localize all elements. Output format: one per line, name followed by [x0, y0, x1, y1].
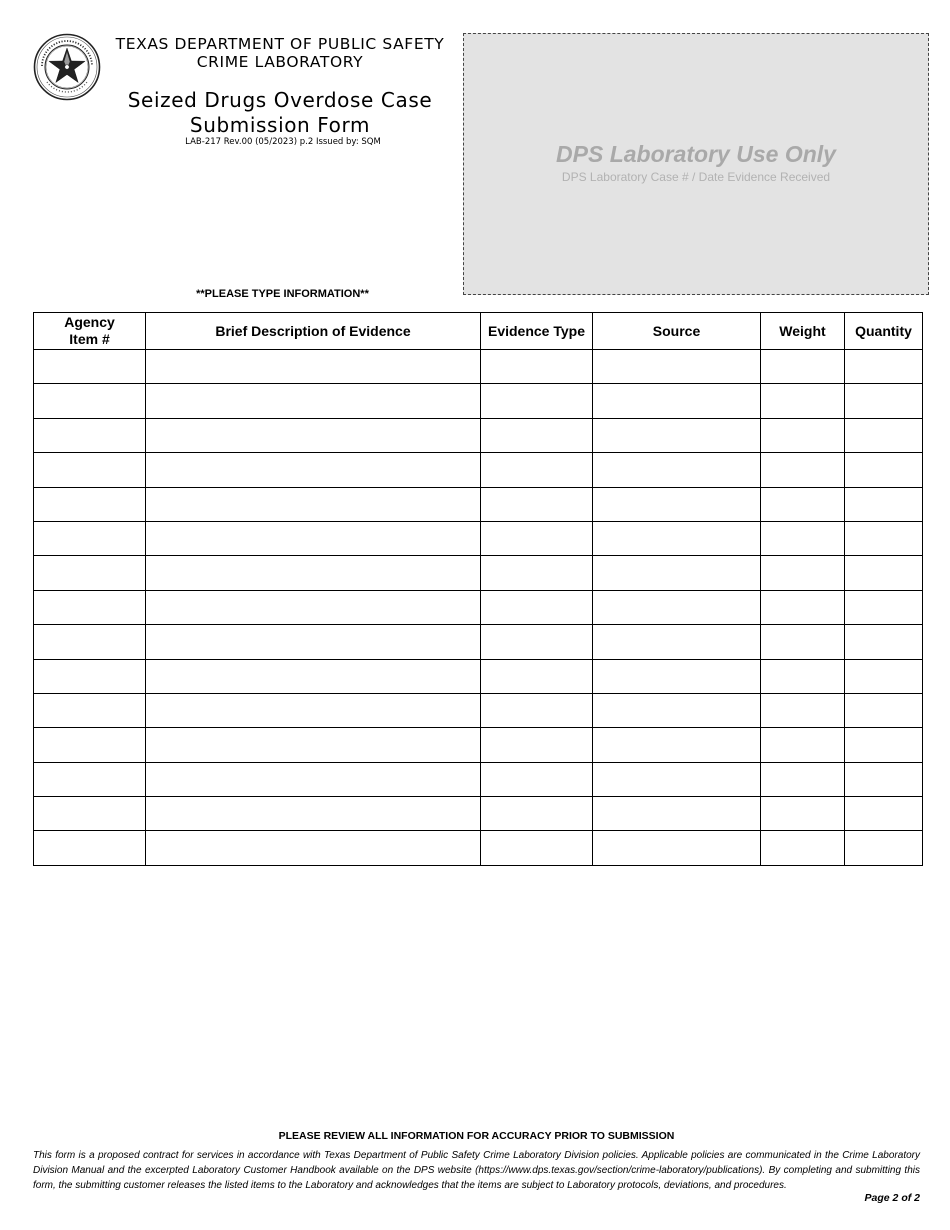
table-row — [34, 659, 923, 693]
cell-description[interactable] — [146, 831, 481, 865]
cell-source[interactable] — [593, 693, 761, 727]
cell-weight[interactable] — [761, 453, 845, 487]
table-row — [34, 453, 923, 487]
cell-weight[interactable] — [761, 487, 845, 521]
evidence-table — [33, 312, 923, 866]
cell-source[interactable] — [593, 728, 761, 762]
cell-agency-item[interactable] — [34, 521, 146, 555]
cell-description[interactable] — [146, 659, 481, 693]
cell-evidence-type[interactable] — [481, 556, 593, 590]
table-row — [34, 625, 923, 659]
cell-weight[interactable] — [761, 693, 845, 727]
cell-source[interactable] — [593, 384, 761, 418]
cell-weight[interactable] — [761, 831, 845, 865]
cell-evidence-type[interactable] — [481, 659, 593, 693]
cell-weight[interactable] — [761, 728, 845, 762]
cell-source[interactable] — [593, 659, 761, 693]
cell-evidence-type[interactable] — [481, 521, 593, 555]
cell-source[interactable] — [593, 521, 761, 555]
cell-agency-item[interactable] — [34, 487, 146, 521]
agency-name: TEXAS DEPARTMENT OF PUBLIC SAFETY — [115, 35, 445, 53]
col-agency-item-label: Agency Item # — [64, 314, 115, 347]
cell-description[interactable] — [146, 728, 481, 762]
cell-agency-item[interactable] — [34, 625, 146, 659]
cell-source[interactable] — [593, 487, 761, 521]
cell-weight[interactable] — [761, 590, 845, 624]
cell-weight[interactable] — [761, 762, 845, 796]
cell-source[interactable] — [593, 625, 761, 659]
table-row — [34, 556, 923, 590]
cell-agency-item[interactable] — [34, 384, 146, 418]
cell-evidence-type[interactable] — [481, 384, 593, 418]
cell-weight[interactable] — [761, 521, 845, 555]
cell-quantity[interactable] — [845, 831, 923, 865]
cell-evidence-type[interactable] — [481, 693, 593, 727]
cell-weight[interactable] — [761, 384, 845, 418]
cell-evidence-type[interactable] — [481, 728, 593, 762]
lab-use-only-box — [463, 33, 929, 295]
cell-agency-item[interactable] — [34, 728, 146, 762]
cell-source[interactable] — [593, 831, 761, 865]
table-row — [34, 728, 923, 762]
cell-agency-item[interactable] — [34, 350, 146, 384]
cell-description[interactable] — [146, 625, 481, 659]
cell-agency-item[interactable] — [34, 418, 146, 452]
cell-weight[interactable] — [761, 797, 845, 831]
cell-evidence-type[interactable] — [481, 418, 593, 452]
cell-weight[interactable] — [761, 418, 845, 452]
cell-description[interactable] — [146, 590, 481, 624]
cell-evidence-type[interactable] — [481, 797, 593, 831]
cell-source[interactable] — [593, 797, 761, 831]
cell-source[interactable] — [593, 556, 761, 590]
evidence-table-header — [34, 313, 923, 350]
cell-agency-item[interactable] — [34, 556, 146, 590]
table-row — [34, 797, 923, 831]
cell-evidence-type[interactable] — [481, 590, 593, 624]
table-row — [34, 590, 923, 624]
cell-quantity[interactable] — [845, 556, 923, 590]
col-weight: Weight — [761, 313, 845, 350]
cell-agency-item[interactable] — [34, 659, 146, 693]
cell-description[interactable] — [146, 797, 481, 831]
cell-weight[interactable] — [761, 659, 845, 693]
col-description: Brief Description of Evidence — [146, 313, 481, 350]
cell-agency-item[interactable] — [34, 762, 146, 796]
cell-evidence-type[interactable] — [481, 350, 593, 384]
cell-source[interactable] — [593, 453, 761, 487]
form-title-line1: Seized Drugs Overdose Case — [127, 88, 433, 112]
cell-agency-item[interactable] — [34, 831, 146, 865]
table-row — [34, 384, 923, 418]
cell-description[interactable] — [146, 556, 481, 590]
cell-description[interactable] — [146, 384, 481, 418]
dps-seal-logo — [33, 33, 101, 101]
col-agency-item — [34, 313, 146, 350]
table-row — [34, 762, 923, 796]
division-name: CRIME LABORATORY — [196, 53, 364, 71]
cell-weight[interactable] — [761, 556, 845, 590]
cell-description[interactable] — [146, 762, 481, 796]
cell-description[interactable] — [146, 350, 481, 384]
cell-quantity[interactable] — [845, 659, 923, 693]
disclaimer-text: This form is a proposed contract for services in accordance with Texas Department of Public Safety Crime Laboratory Division policies. Applicable policies are communicated in the Crime Laboratory Division Manual and the excerpted Laboratory Customer Handbook available on the DPS website (https://www.dps.texas.gov/section/crime-laboratory/publications). By completing and submitting this form, the submitting customer releases the listed items to the Laboratory and acknowledges that the items are subject to Laboratory protocols, deviations, and procedures. — [33, 1150, 920, 1191]
cell-description[interactable] — [146, 453, 481, 487]
cell-agency-item[interactable] — [34, 453, 146, 487]
table-row — [34, 418, 923, 452]
cell-evidence-type[interactable] — [481, 487, 593, 521]
form-title-line2: Submission Form — [189, 113, 371, 137]
cell-evidence-type[interactable] — [481, 453, 593, 487]
cell-quantity[interactable] — [845, 384, 923, 418]
cell-description[interactable] — [146, 418, 481, 452]
cell-evidence-type[interactable] — [481, 762, 593, 796]
cell-description[interactable] — [146, 487, 481, 521]
lab-use-only-title: DPS Laboratory Use Only — [556, 141, 836, 167]
cell-evidence-type[interactable] — [481, 831, 593, 865]
type-instruction: **PLEASE TYPE INFORMATION** — [196, 288, 369, 300]
table-row — [34, 831, 923, 865]
cell-evidence-type[interactable] — [481, 625, 593, 659]
cell-quantity[interactable] — [845, 418, 923, 452]
cell-source[interactable] — [593, 350, 761, 384]
review-notice: PLEASE REVIEW ALL INFORMATION FOR ACCURACY PRIOR TO SUBMISSION — [278, 1130, 675, 1142]
table-row — [34, 521, 923, 555]
cell-quantity[interactable] — [845, 625, 923, 659]
page-number: Page 2 of 2 — [864, 1192, 920, 1204]
col-quantity: Quantity — [845, 313, 923, 350]
cell-quantity[interactable] — [845, 590, 923, 624]
cell-agency-item[interactable] — [34, 693, 146, 727]
cell-source[interactable] — [593, 418, 761, 452]
cell-quantity[interactable] — [845, 350, 923, 384]
cell-description[interactable] — [146, 521, 481, 555]
table-row — [34, 350, 923, 384]
cell-weight[interactable] — [761, 350, 845, 384]
cell-quantity[interactable] — [845, 521, 923, 555]
cell-quantity[interactable] — [845, 762, 923, 796]
form-code: LAB-217 Rev.00 (05/2023) p.2 Issued by: SQM — [185, 137, 381, 147]
cell-agency-item[interactable] — [34, 797, 146, 831]
table-row — [34, 693, 923, 727]
cell-quantity[interactable] — [845, 453, 923, 487]
cell-agency-item[interactable] — [34, 590, 146, 624]
lab-case-number-label: DPS Laboratory Case # / Date Evidence Received — [561, 170, 831, 184]
cell-source[interactable] — [593, 590, 761, 624]
col-evidence-type: Evidence Type — [481, 313, 593, 350]
cell-quantity[interactable] — [845, 797, 923, 831]
cell-description[interactable] — [146, 693, 481, 727]
cell-source[interactable] — [593, 762, 761, 796]
cell-quantity[interactable] — [845, 487, 923, 521]
table-row — [34, 487, 923, 521]
col-source: Source — [593, 313, 761, 350]
cell-quantity[interactable] — [845, 693, 923, 727]
cell-weight[interactable] — [761, 625, 845, 659]
cell-quantity[interactable] — [845, 728, 923, 762]
